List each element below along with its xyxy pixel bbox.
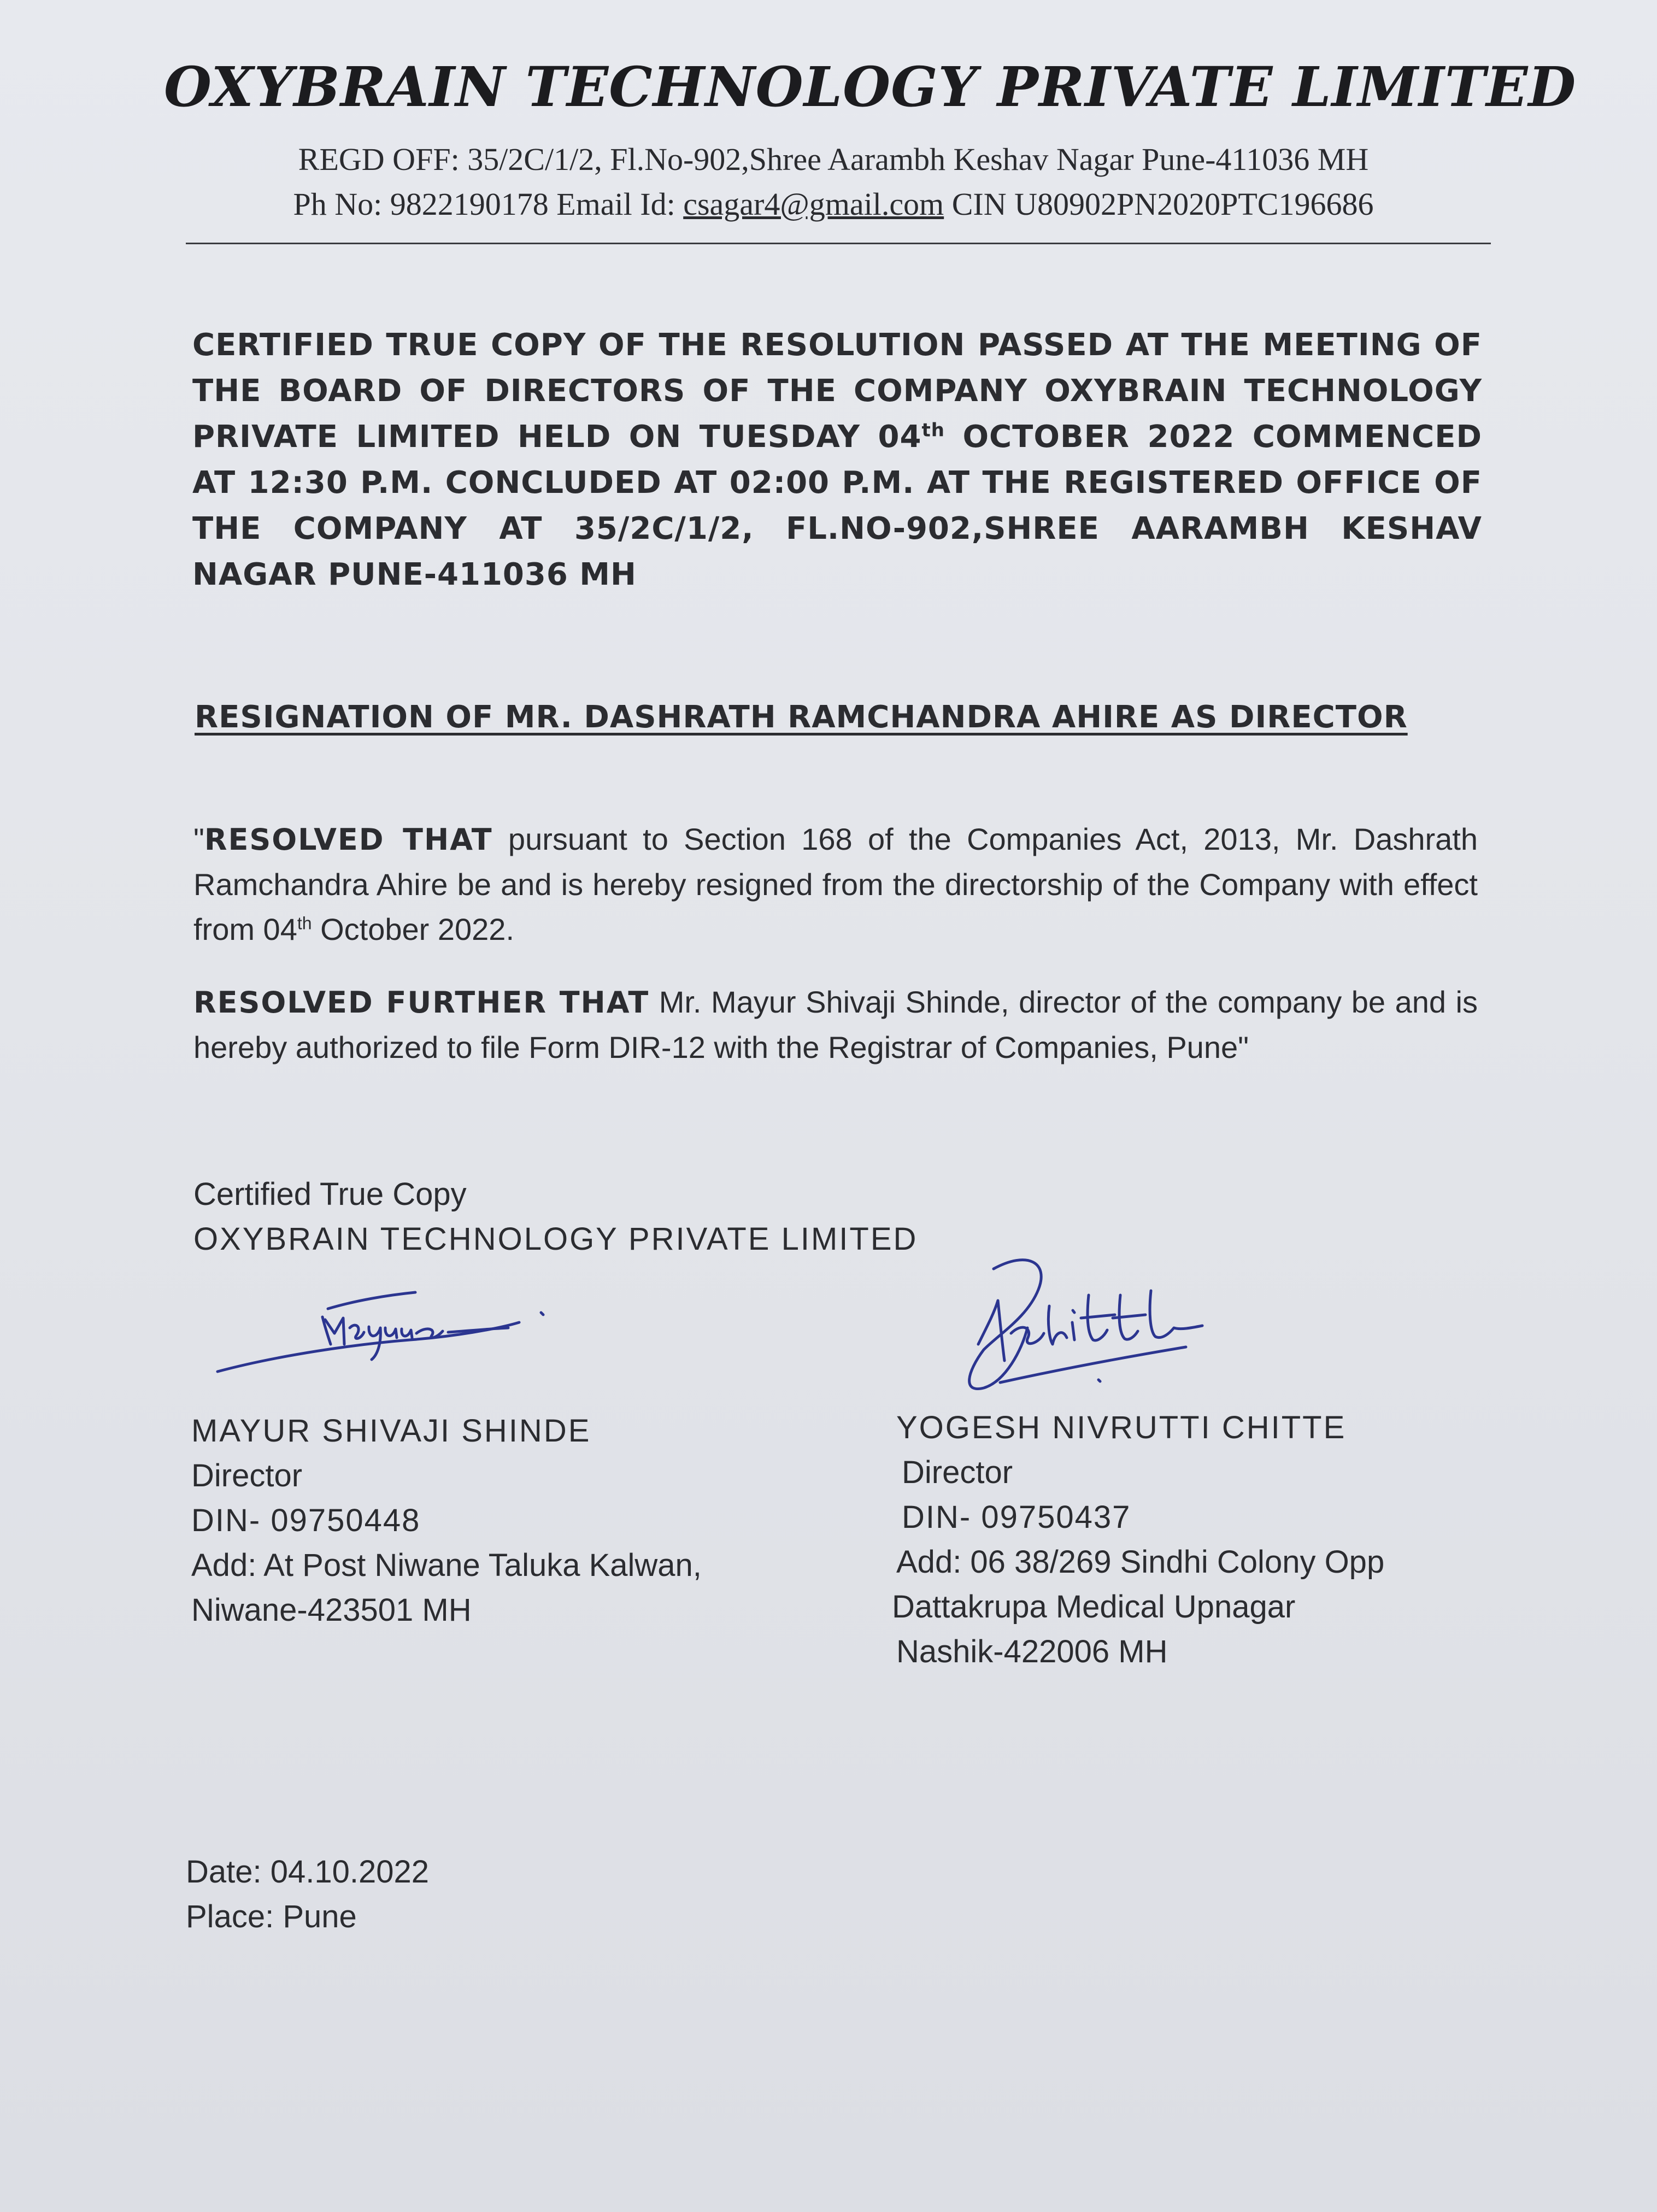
- director-block-mayur: [191, 1409, 702, 1633]
- document-date: Date: 04.10.2022: [186, 1854, 430, 1890]
- director-name: MAYUR SHIVAJI SHINDE: [191, 1413, 591, 1449]
- resolution-heading: [192, 322, 1482, 598]
- registered-office: REGD OFF: 35/2C/1/2, Fl.No-902,Shree Aarambh Keshav Nagar Pune-411036 MH: [298, 142, 1369, 177]
- document-place: Place: Pune: [186, 1899, 357, 1934]
- header-divider: [186, 243, 1491, 244]
- director-title: Director: [902, 1455, 1013, 1490]
- section-title: RESIGNATION OF MR. DASHRATH RAMCHANDRA AHIRE AS DIRECTOR: [195, 699, 1408, 735]
- director-address-line3: Nashik-422006 MH: [896, 1634, 1168, 1669]
- heading-part1: CERTIFIED TRUE COPY OF THE RESOLUTION PASSED AT THE MEETING OF THE BOARD OF DIRECTORS OF THE COMPANY OXYBRAIN TECHNOLOGY PRIVATE LIMITED HELD ON TUESDAY 04: [192, 327, 1482, 455]
- company-name: OXYBRAIN TECHNOLOGY PRIVATE LIMITED: [164, 55, 1577, 119]
- phone-text: Ph No: 9822190178 Email Id:: [293, 186, 684, 222]
- resolution-2-text: Mr. Mayur Shivaji Shinde, director of the company be and is hereby authorized to file Form DIR-12 with the Registrar of Companies, Pune": [193, 985, 1478, 1064]
- certified-block: [193, 1172, 918, 1262]
- resolution-1-tail: October 2022.: [312, 912, 514, 946]
- resolution-2-bold: RESOLVED FURTHER THAT: [193, 985, 650, 1020]
- certified-line: Certified True Copy: [193, 1176, 467, 1212]
- director-address-line2: Niwane-423501 MH: [191, 1592, 472, 1628]
- director-address-line1: Add: At Post Niwane Taluka Kalwan,: [191, 1548, 702, 1583]
- resolution-1-bold: RESOLVED THAT: [204, 822, 493, 857]
- resolution-paragraph-1: [193, 817, 1478, 952]
- director-block-yogesh: [892, 1405, 1385, 1674]
- resolution-1-quote: ": [193, 822, 204, 856]
- resolution-1-sup: th: [297, 913, 312, 933]
- director-name: YOGESH NIVRUTTI CHITTE: [896, 1410, 1347, 1445]
- director-din: DIN- 09750437: [902, 1499, 1131, 1535]
- contact-line: [164, 186, 1503, 222]
- resolution-paragraph-2: [193, 980, 1478, 1070]
- director-din: DIN- 09750448: [191, 1503, 421, 1538]
- certified-company: OXYBRAIN TECHNOLOGY PRIVATE LIMITED: [193, 1221, 918, 1257]
- heading-part2: OCTOBER 2022 COMMENCED AT 12:30 P.M. CONCLUDED AT 02:00 P.M. AT THE REGISTERED OFFICE OF THE COMPANY AT 35/2C/1/2, FL.NO-902,SHREE AARAMBH KESHAV NAGAR PUNE-411036 MH: [192, 419, 1482, 592]
- signature-mayur: [213, 1268, 552, 1388]
- signature-yogesh: [945, 1240, 1219, 1404]
- resolution-1-text: pursuant to Section 168 of the Companies Act, 2013, Mr. Dashrath Ramchandra Ahire be and is hereby resigned from the directorship of the Company with effect from 04: [193, 822, 1478, 946]
- director-title: Director: [191, 1458, 303, 1493]
- heading-sup: th: [921, 419, 945, 442]
- director-address-line1: Add: 06 38/269 Sindhi Colony Opp: [896, 1544, 1385, 1580]
- director-address-line2: Dattakrupa Medical Upnagar: [892, 1589, 1296, 1625]
- email-link[interactable]: csagar4@gmail.com: [683, 186, 944, 222]
- cin-text: CIN U80902PN2020PTC196686: [944, 186, 1374, 222]
- date-place-block: [186, 1850, 429, 1939]
